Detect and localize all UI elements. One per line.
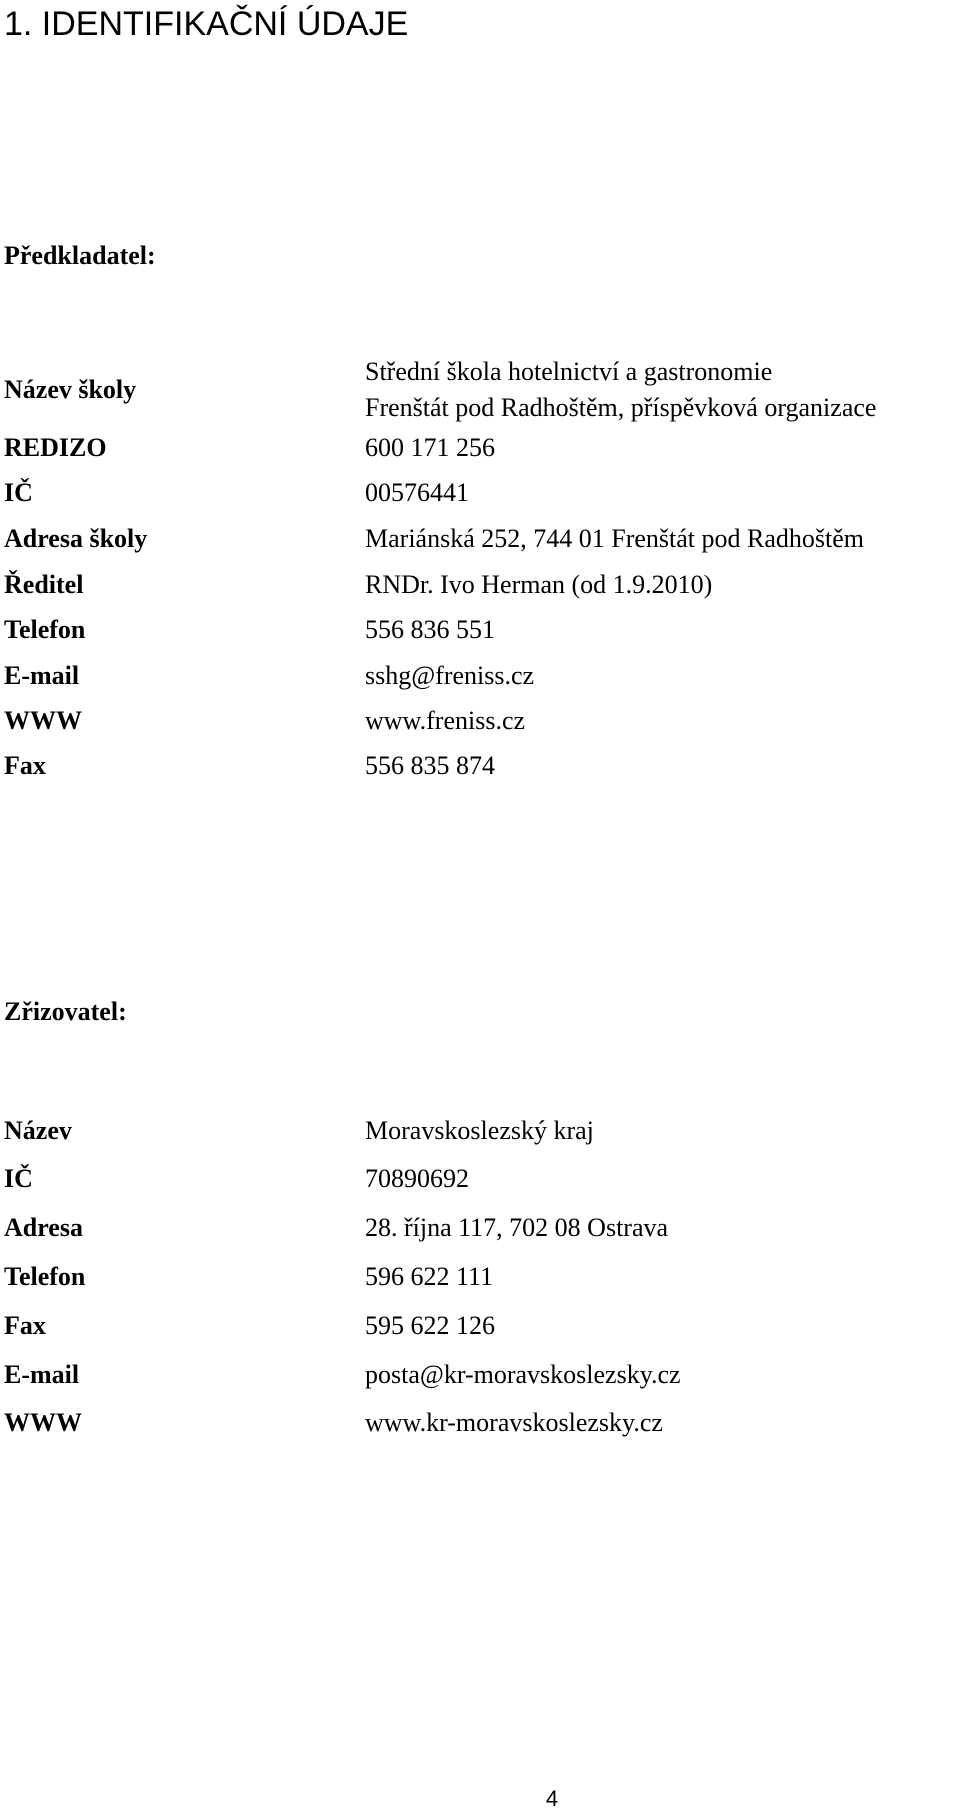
school-email-value[interactable]: sshg@freniss.cz	[365, 661, 535, 690]
school-address-label: Adresa školy	[4, 524, 148, 553]
founder-www-value[interactable]: www.kr-moravskoslezsky.cz	[365, 1408, 663, 1437]
school-address-value: Mariánská 252, 744 01 Frenštát pod Radhoštěm	[365, 524, 864, 553]
school-phone-label: Telefon	[4, 615, 86, 644]
founder-email-label: E-mail	[4, 1360, 80, 1389]
page-heading: 1. IDENTIFIKAČNÍ ÚDAJE	[4, 5, 409, 43]
founder-ic-value: 70890692	[365, 1164, 469, 1193]
director-value: RNDr. Ivo Herman (od 1.9.2010)	[365, 570, 713, 599]
director-label: Ředitel	[4, 570, 84, 599]
school-phone-value: 556 836 551	[365, 615, 495, 644]
school-fax-value: 556 835 874	[365, 751, 495, 780]
founder-name-label: Název	[4, 1116, 72, 1145]
redizo-label: REDIZO	[4, 433, 107, 462]
school-ic-value: 00576441	[365, 478, 469, 507]
founder-fax-label: Fax	[4, 1311, 46, 1340]
founder-phone-label: Telefon	[4, 1262, 86, 1291]
page-number: 4	[545, 1786, 559, 1811]
school-www-value[interactable]: www.freniss.cz	[365, 706, 526, 735]
school-email-label: E-mail	[4, 661, 80, 690]
founder-name-value: Moravskoslezský kraj	[365, 1116, 594, 1145]
founder-www-label: WWW	[4, 1408, 82, 1437]
founder-email-value[interactable]: posta@kr-moravskoslezsky.cz	[365, 1360, 681, 1389]
founder-address-value: 28. října 117, 702 08 Ostrava	[365, 1213, 669, 1242]
founder-ic-label: IČ	[4, 1164, 33, 1193]
school-ic-label: IČ	[4, 478, 33, 507]
school-name-line1: Střední škola hotelnictví a gastronomie	[365, 357, 773, 386]
school-name-label: Název školy	[4, 375, 137, 404]
founder-section-title: Zřizovatel:	[4, 997, 127, 1026]
founder-fax-value: 595 622 126	[365, 1311, 495, 1340]
submitter-section-title: Předkladatel:	[4, 241, 156, 270]
redizo-value: 600 171 256	[365, 433, 495, 462]
founder-phone-value: 596 622 111	[365, 1262, 494, 1291]
founder-address-label: Adresa	[4, 1213, 83, 1242]
school-fax-label: Fax	[4, 751, 46, 780]
school-name-line2: Frenštát pod Radhoštěm, příspěvková organizace	[365, 393, 877, 422]
school-www-label: WWW	[4, 706, 82, 735]
